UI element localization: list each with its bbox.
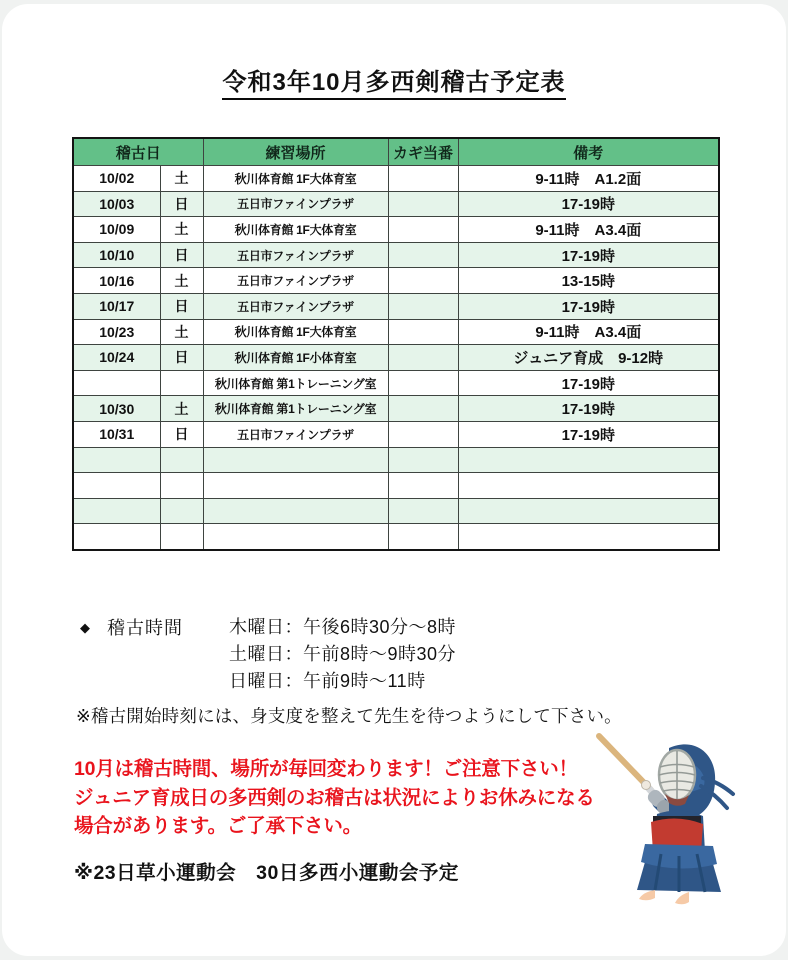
cell-key (388, 498, 458, 524)
cell-place: 秋川体育館 1F大体育室 (203, 319, 388, 345)
cell-key (388, 345, 458, 371)
cell-place: 秋川体育館 1F大体育室 (203, 166, 388, 192)
table-row (73, 293, 719, 319)
cell-day: 日 (160, 421, 203, 447)
cell-place: 五日市ファインプラザ (203, 421, 388, 447)
table-row (73, 217, 719, 243)
cell-note: 9-11時 A3.4面 (458, 319, 719, 345)
schedule-table (72, 137, 720, 551)
header-row (73, 138, 719, 166)
cell-date (73, 524, 160, 550)
sports-day-note: ※23日草小運動会 30日多西小運動会予定 (74, 862, 459, 884)
cell-note: ジュニア育成 9-12時 (458, 345, 719, 371)
cell-place (203, 473, 388, 499)
cell-day: 土 (160, 217, 203, 243)
cell-key (388, 293, 458, 319)
cell-day: 土 (160, 319, 203, 345)
cell-date: 10/30 (73, 396, 160, 422)
practice-hours-lines (229, 614, 456, 695)
page-title-text: 令和3年10月多西剣稽古予定表 (222, 62, 565, 100)
table-header (73, 138, 719, 166)
warning-text (74, 755, 634, 841)
document-page (2, 4, 786, 956)
cell-note (458, 447, 719, 473)
cell-date: 10/10 (73, 242, 160, 268)
cell-date: 10/31 (73, 421, 160, 447)
hours-line-thursday: 木曜日：午後6時30分～8時 (229, 617, 457, 637)
hours-line-sunday: 日曜日：午前9時～11時 (229, 671, 426, 691)
hours-line-saturday: 土曜日：午前8時～9時30分 (229, 644, 457, 664)
cell-key (388, 370, 458, 396)
cell-day (160, 370, 203, 396)
table-row (73, 319, 719, 345)
warning-line-2: ジュニア育成日の多西剣のお稽古は状況によりお休みになる (74, 786, 595, 809)
cell-note: 17-19時 (458, 293, 719, 319)
cell-day (160, 524, 203, 550)
cell-place (203, 524, 388, 550)
table-row (73, 166, 719, 192)
cell-day: 土 (160, 166, 203, 192)
cell-day (160, 498, 203, 524)
practice-hours-section (80, 614, 456, 695)
cell-date: 10/17 (73, 293, 160, 319)
cell-place: 五日市ファインプラザ (203, 293, 388, 319)
cell-date (73, 370, 160, 396)
cell-key (388, 319, 458, 345)
cell-key (388, 268, 458, 294)
bare-feet (639, 890, 689, 904)
cell-key (388, 217, 458, 243)
cell-place: 五日市ファインプラザ (203, 242, 388, 268)
header-practice-date: 稽古日 (73, 138, 203, 166)
cell-date (73, 447, 160, 473)
preparation-note: ※稽古開始時刻には、身支度を整えて先生を待つようにして下さい。 (76, 706, 622, 726)
cell-note: 17-19時 (458, 396, 719, 422)
cell-date: 10/16 (73, 268, 160, 294)
cell-date: 10/02 (73, 166, 160, 192)
schedule-table-body (73, 166, 719, 550)
header-remarks: 備考 (458, 138, 719, 166)
cell-day: 土 (160, 268, 203, 294)
warning-line-1: 10月は稽古時間、場所が毎回変わります！ご注意下さい！ (74, 758, 578, 780)
cell-date: 10/24 (73, 345, 160, 371)
cell-day (160, 473, 203, 499)
cell-date: 10/03 (73, 191, 160, 217)
table-row (73, 268, 719, 294)
cell-date: 10/09 (73, 217, 160, 243)
table-row (73, 473, 719, 499)
cell-note (458, 473, 719, 499)
table-row (73, 421, 719, 447)
table-row (73, 345, 719, 371)
cell-place: 秋川体育館 第1トレーニング室 (203, 396, 388, 422)
cell-note: 9-11時 A3.4面 (458, 217, 719, 243)
cell-place: 秋川体育館 1F小体育室 (203, 345, 388, 371)
cell-day: 日 (160, 191, 203, 217)
cell-key (388, 242, 458, 268)
cell-date (73, 473, 160, 499)
cell-place: 五日市ファインプラザ (203, 268, 388, 294)
cell-date: 10/23 (73, 319, 160, 345)
cell-note: 17-19時 (458, 421, 719, 447)
warning-line-3: 場合があります。ご了承下さい。 (74, 815, 362, 837)
cell-note: 17-19時 (458, 191, 719, 217)
header-key-duty: カギ当番 (388, 138, 458, 166)
table-row (73, 191, 719, 217)
table-row (73, 370, 719, 396)
cell-note (458, 524, 719, 550)
cell-key (388, 396, 458, 422)
hakama-skirt (637, 844, 721, 892)
cell-key (388, 447, 458, 473)
cell-key (388, 421, 458, 447)
cell-key (388, 166, 458, 192)
cell-note: 17-19時 (458, 242, 719, 268)
cell-note: 17-19時 (458, 370, 719, 396)
cell-note: 13-15時 (458, 268, 719, 294)
cell-note: 9-11時 A1.2面 (458, 166, 719, 192)
table-row (73, 498, 719, 524)
cell-place (203, 498, 388, 524)
cell-key (388, 524, 458, 550)
cell-day: 日 (160, 345, 203, 371)
page-title (2, 62, 786, 100)
cell-key (388, 191, 458, 217)
header-location: 練習場所 (203, 138, 388, 166)
cell-day: 日 (160, 293, 203, 319)
table-row (73, 447, 719, 473)
practice-hours-label: 稽古時間 (107, 618, 183, 638)
cell-place: 五日市ファインプラザ (203, 191, 388, 217)
cell-key (388, 473, 458, 499)
diamond-bullet-icon: ◆ (80, 620, 90, 635)
cell-place: 秋川体育館 1F大体育室 (203, 217, 388, 243)
men-helmet (659, 744, 733, 819)
cell-day: 土 (160, 396, 203, 422)
cell-date (73, 498, 160, 524)
cell-place (203, 447, 388, 473)
cell-day (160, 447, 203, 473)
table-row (73, 524, 719, 550)
cell-note (458, 498, 719, 524)
cell-place: 秋川体育館 第1トレーニング室 (203, 370, 388, 396)
table-row (73, 396, 719, 422)
cell-day: 日 (160, 242, 203, 268)
table-row (73, 242, 719, 268)
